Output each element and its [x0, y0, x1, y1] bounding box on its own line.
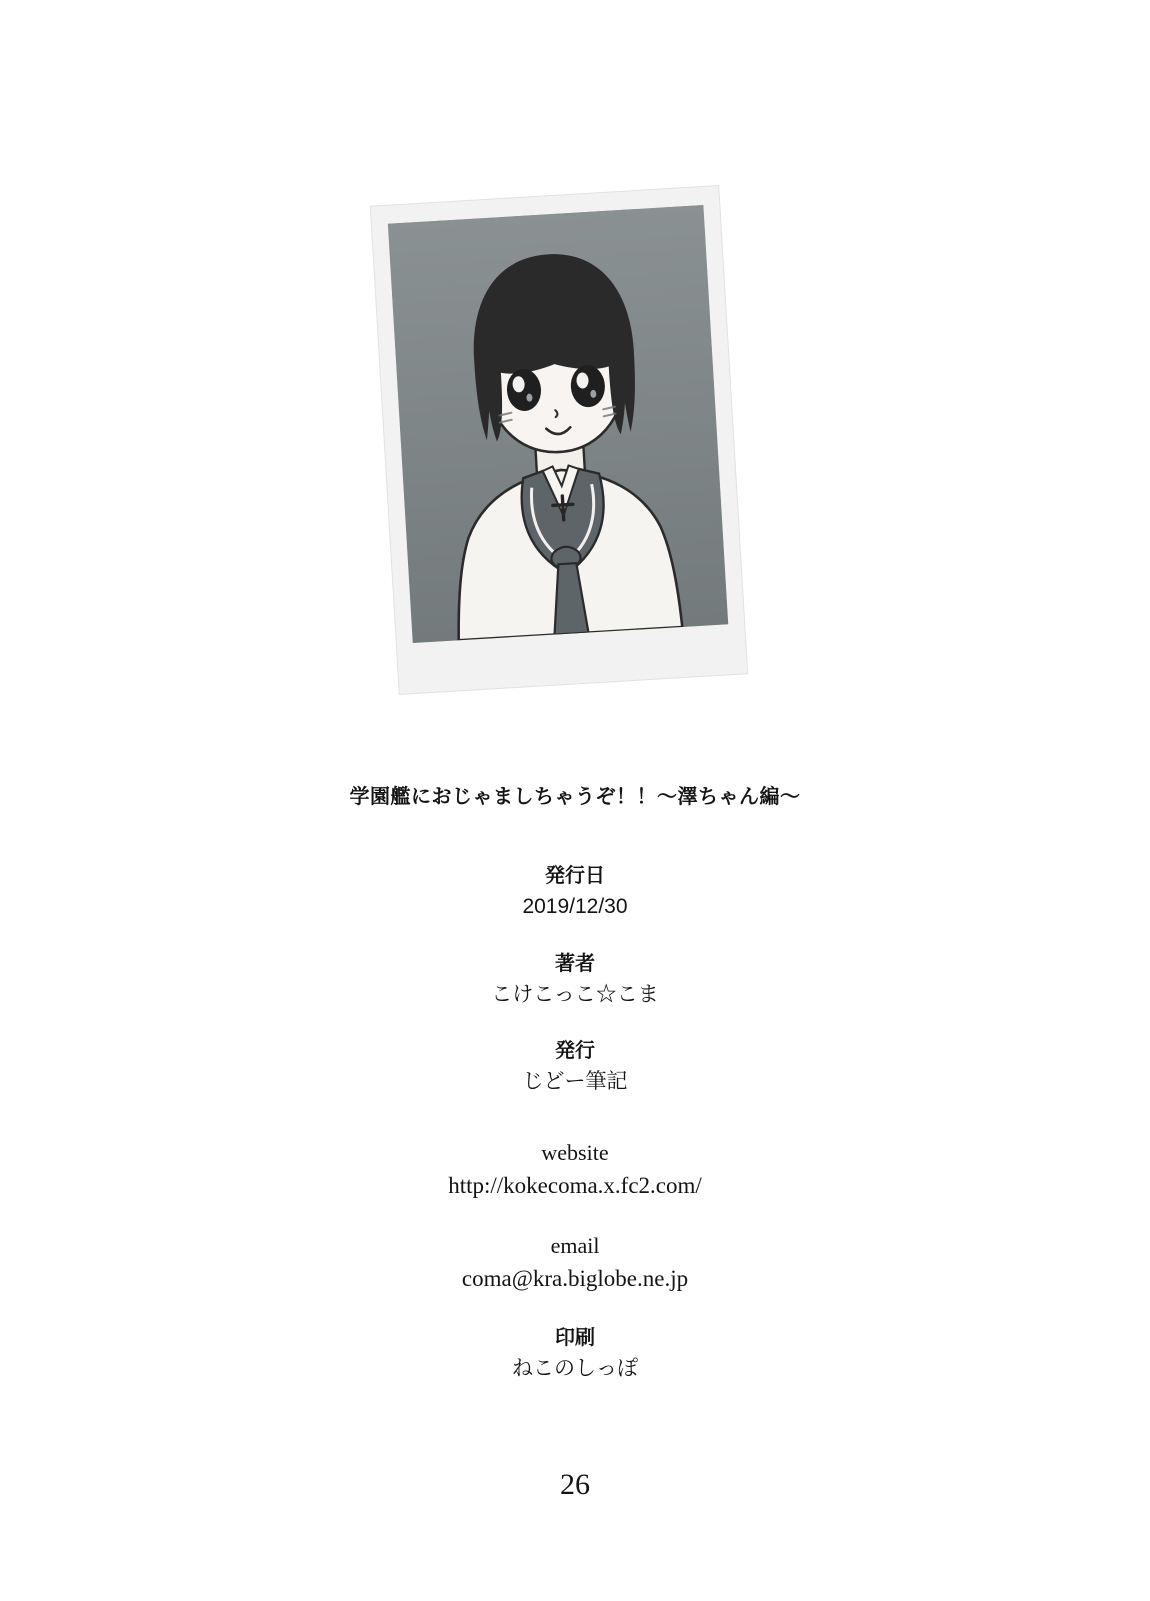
website-url[interactable]: http://kokecoma.x.fc2.com/: [448, 1172, 702, 1198]
field-printer: [0, 1323, 1150, 1385]
field-value: ねこのしっぽ: [512, 1356, 638, 1380]
field-value: じどー筆記: [522, 1070, 628, 1093]
spacer: [0, 1124, 1150, 1136]
field-website: [0, 1136, 1150, 1204]
doujin-title: 学園艦におじゃましちゃうぞ！！～澤ちゃん編～: [349, 786, 801, 808]
email-address[interactable]: coma@kra.biglobe.ne.jp: [461, 1266, 689, 1291]
field-label: 発行: [555, 1040, 595, 1062]
field-email: [0, 1229, 1150, 1297]
photo-card: [371, 186, 747, 694]
photo-image: [388, 205, 728, 643]
field-label: email: [550, 1233, 600, 1258]
character-illustration: [388, 205, 728, 643]
field-label: 発行日: [545, 865, 605, 887]
photo-container: [385, 196, 745, 696]
field-value: 2019/12/30: [522, 895, 628, 918]
field-label: website: [541, 1139, 609, 1165]
field-label: 印刷: [555, 1326, 595, 1349]
field-publish-date: [0, 861, 1150, 923]
field-author: [0, 949, 1150, 1011]
colophon: [0, 780, 1150, 1410]
page-number: 26: [560, 1468, 590, 1501]
field-value: こけこっこ☆こま: [491, 982, 659, 1006]
field-publisher: [0, 1036, 1150, 1098]
field-label: 著者: [555, 952, 595, 975]
